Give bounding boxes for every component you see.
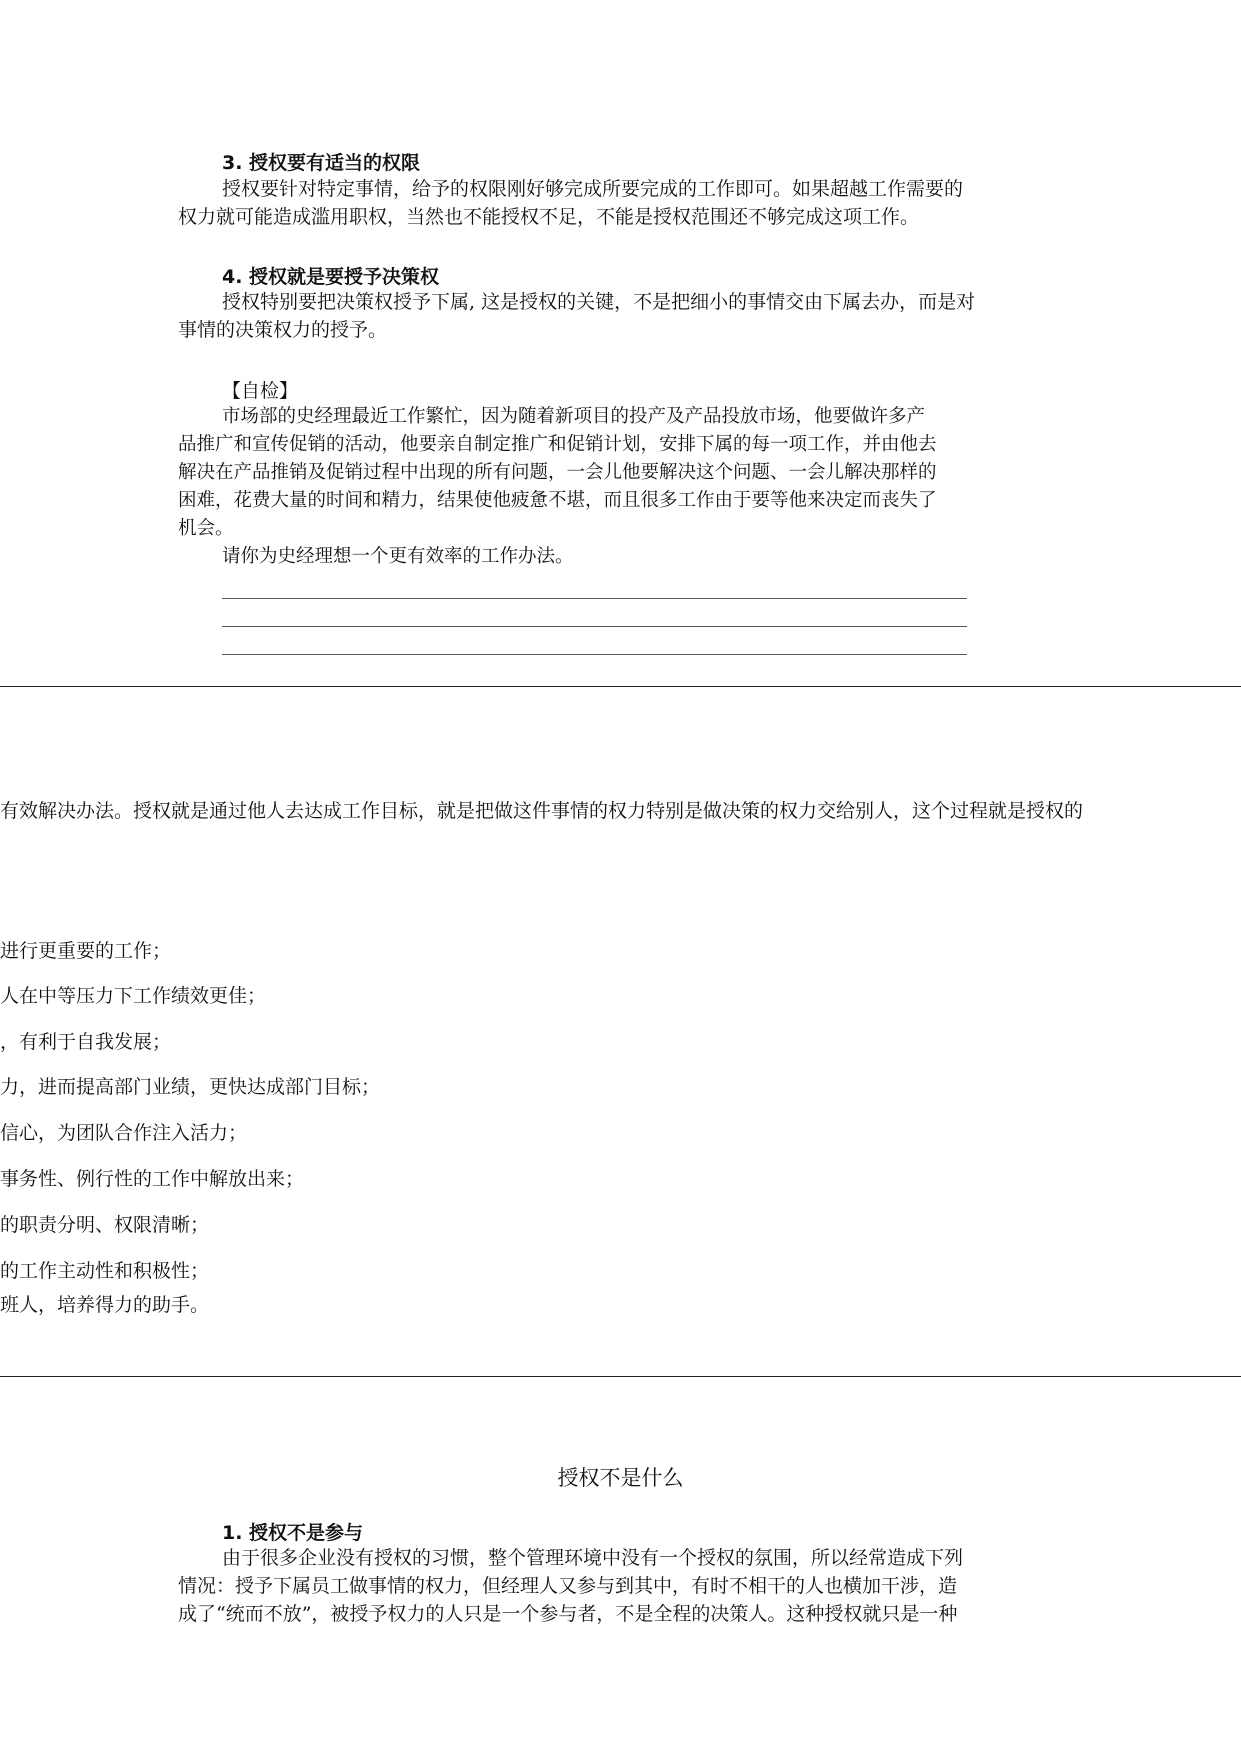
paragraph-line: 授权特别要把决策权授予下属, 这是授权的关键，不是把细小的事情交由下属去办，而是对 — [222, 291, 976, 313]
paragraph-line: 授权要针对特定事情，给予的权限刚好够完成所要完成的工作即可。如果超越工作需要的 — [222, 178, 964, 200]
list-item: ，有利于自我发展； — [0, 1031, 172, 1053]
question-line: 请你为史经理想一个更有效率的工作办法。 — [222, 546, 574, 567]
paragraph-line: 由于很多企业没有授权的习惯，整个管理环境中没有一个授权的氛围，所以经常造成下列 — [222, 1547, 964, 1569]
case-line: 解决在产品推销及促销过程中出现的所有问题，一会儿他要解决这个问题、一会儿解决那样的 — [178, 462, 937, 483]
list-item: 事务性、例行性的工作中解放出来； — [0, 1168, 305, 1190]
paragraph-1 — [178, 1544, 1078, 1628]
list-item: 进行更重要的工作； — [0, 940, 172, 962]
list-item: 的职责分明、权限清晰； — [0, 1214, 210, 1236]
answer-line[interactable] — [222, 626, 967, 627]
section-title: 授权不是什么 — [557, 1466, 684, 1490]
case-line: 品推广和宣传促销的活动，他要亲自制定推广和促销计划，安排下属的每一项工作，并由他去 — [178, 434, 937, 455]
answer-line[interactable] — [222, 598, 967, 599]
paragraph-line: 成了“统而不放”，被授予权力的人只是一个参与者，不是全程的决策人。这种授权就只是一种 — [178, 1603, 958, 1625]
paragraph-line: 情况：授予下属员工做事情的权力，但经理人又参与到其中，有时不相干的人也横加干涉，造 — [178, 1575, 958, 1597]
list-item: 的工作主动性和积极性； — [0, 1260, 210, 1282]
list-item: 人在中等压力下工作绩效更佳； — [0, 985, 267, 1007]
heading-3: 3. 授权要有适当的权限 — [222, 152, 421, 174]
case-line: 市场部的史经理最近工作繁忙，因为随着新项目的投产及产品投放市场，他要做许多产 — [222, 406, 926, 427]
page-divider — [0, 1376, 1241, 1377]
case-line: 机会。 — [178, 518, 234, 539]
paragraph-4 — [178, 288, 1078, 344]
paragraph-line: 事情的决策权力的授予。 — [178, 319, 388, 341]
heading-1: 1. 授权不是参与 — [222, 1522, 364, 1544]
list-item: 信心，为团队合作注入活力； — [0, 1122, 248, 1144]
list-item: 班人，培养得力的助手。 — [0, 1294, 210, 1316]
case-line: 困难，花费大量的时间和精力，结果使他疲惫不堪，而且很多工作由于要等他来决定而丧失了 — [178, 490, 937, 511]
answer-line[interactable] — [222, 654, 967, 655]
page-divider — [0, 686, 1241, 687]
cropped-text-line: 有效解决办法。授权就是通过他人去达成工作目标，就是把做这件事情的权力特别是做决策的权力交给别人，这个过程就是授权的 — [0, 800, 1084, 822]
list-item: 力，进而提高部门业绩，更快达成部门目标； — [0, 1076, 381, 1098]
selfcheck-title: 【自检】 — [222, 380, 299, 402]
paragraph-line: 权力就可能造成滥用职权，当然也不能授权不足，不能是授权范围还不够完成这项工作。 — [178, 206, 920, 228]
case-text — [178, 403, 1078, 571]
paragraph-3 — [178, 175, 1078, 231]
heading-4: 4. 授权就是要授予决策权 — [222, 266, 440, 288]
